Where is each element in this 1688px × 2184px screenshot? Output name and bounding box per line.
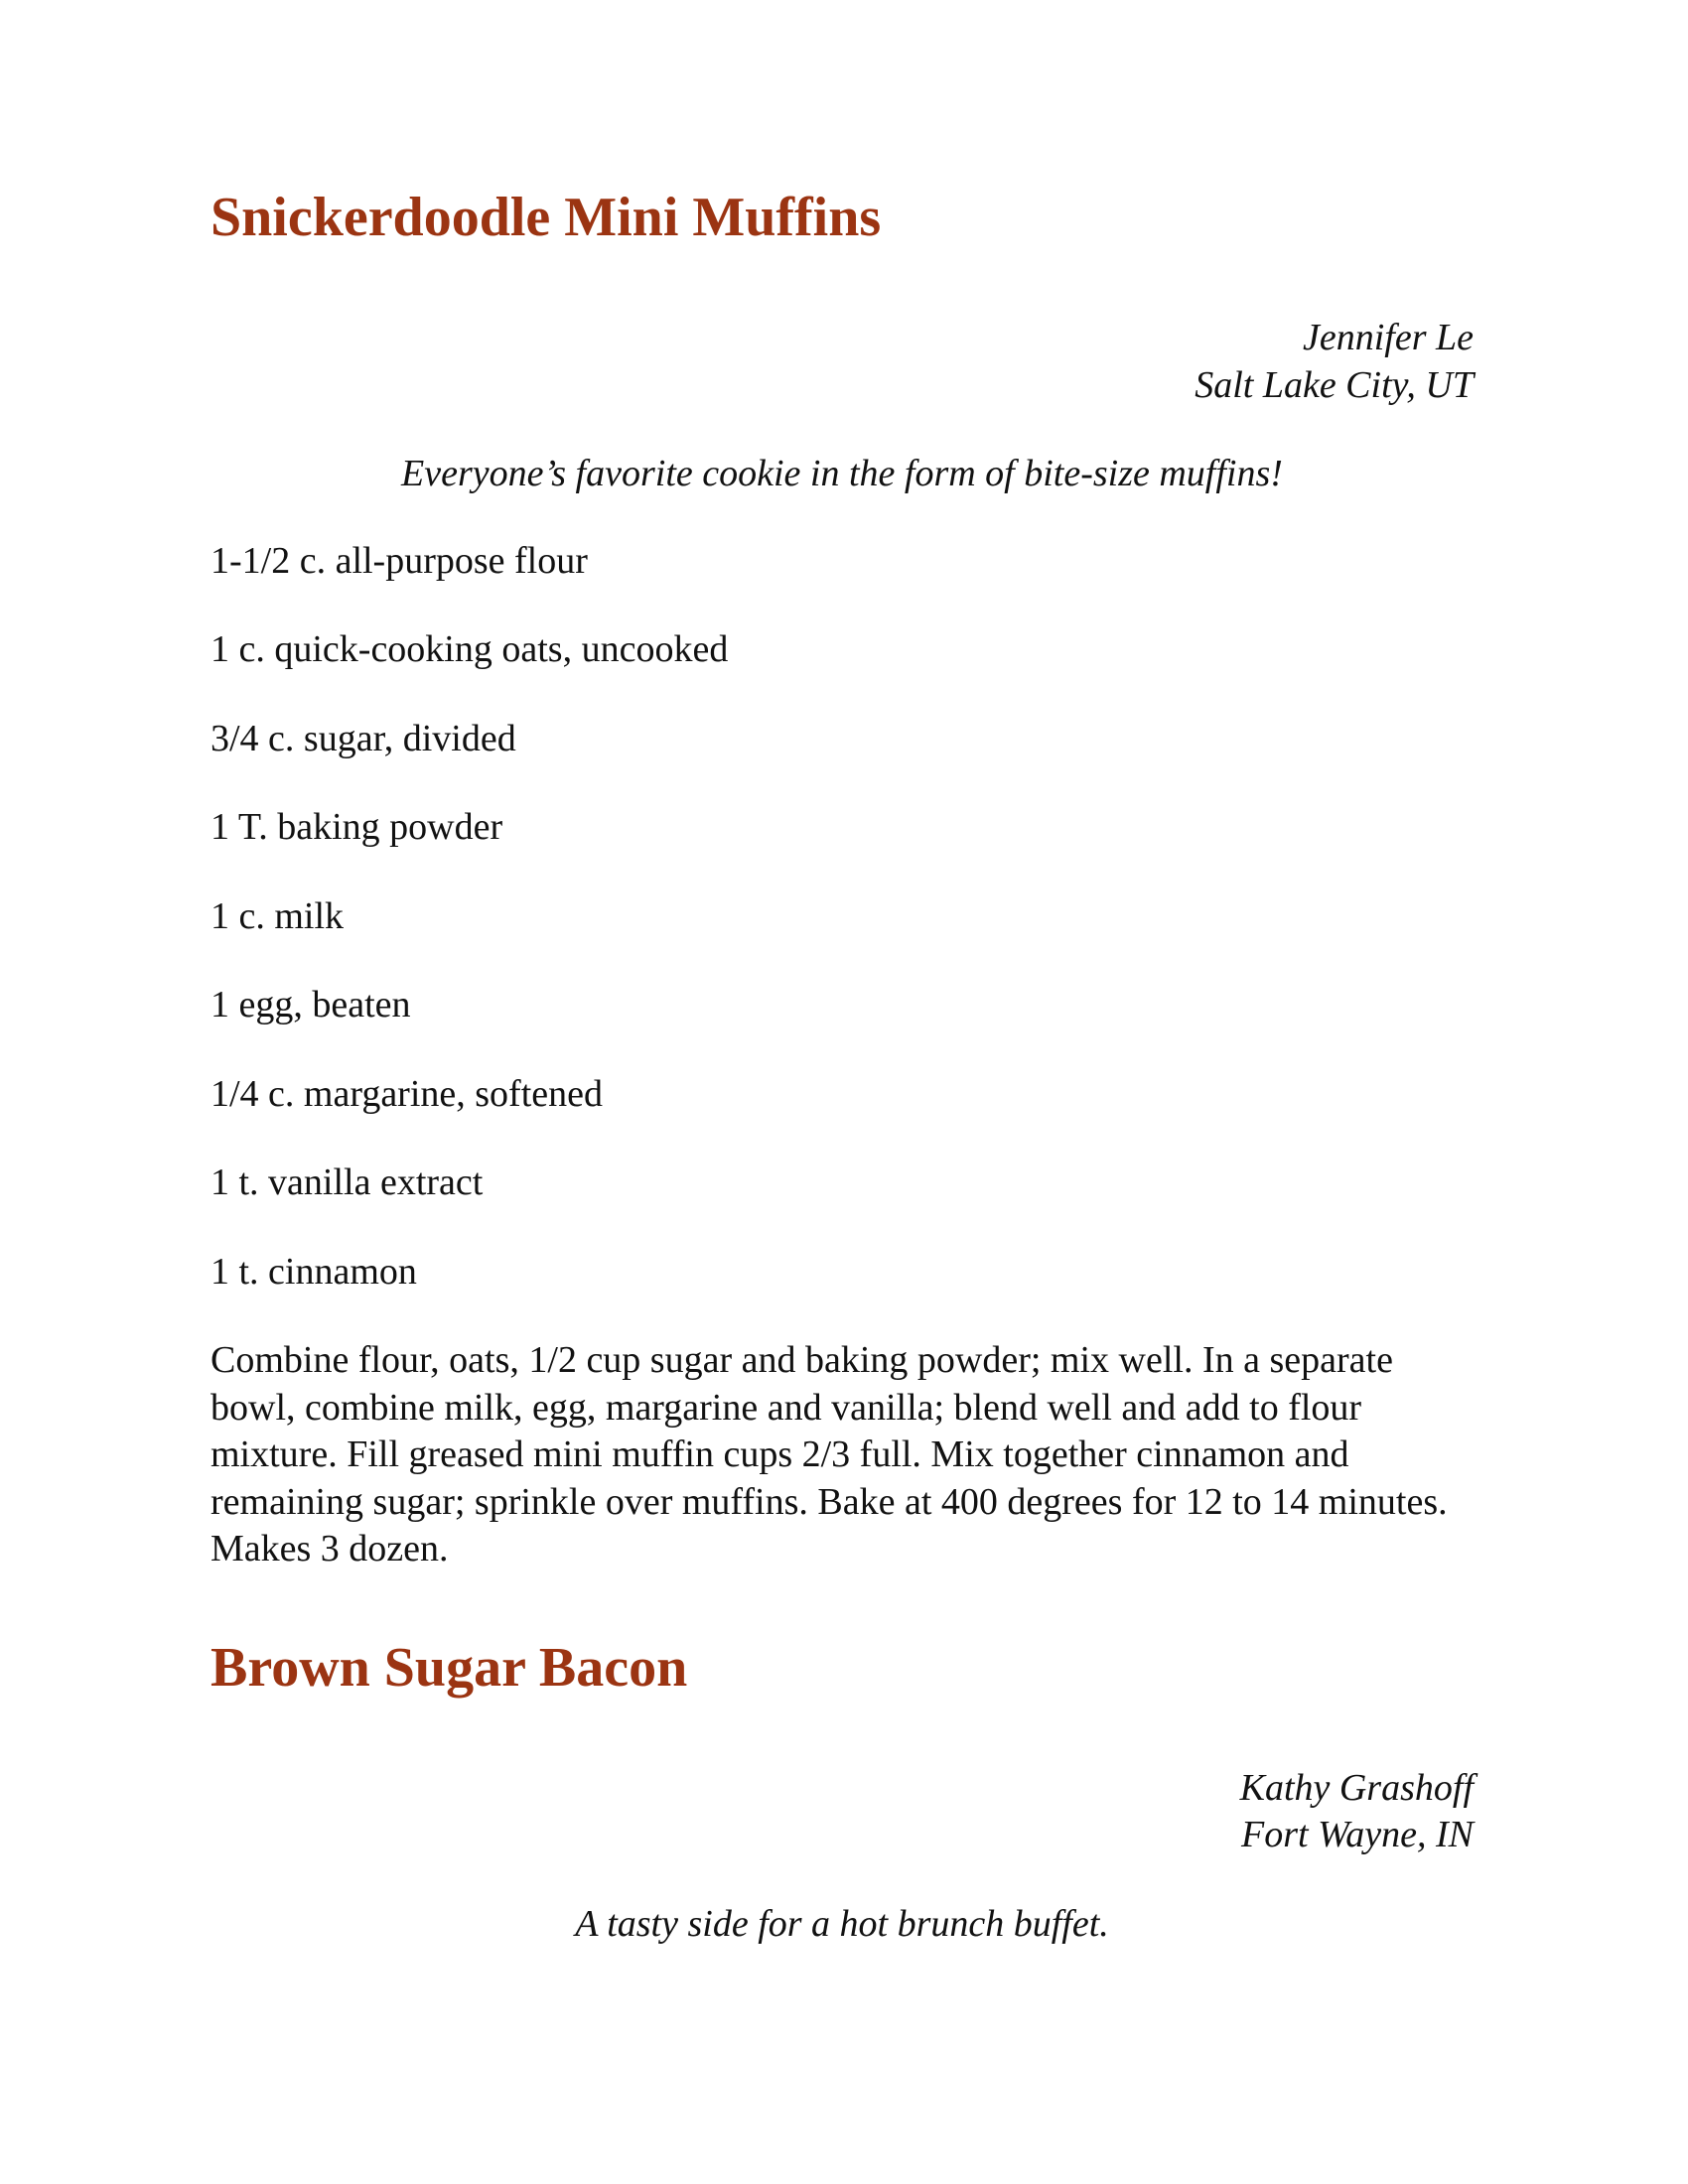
ingredient-item: 1 c. quick-cooking oats, uncooked bbox=[211, 628, 729, 671]
ingredient-list bbox=[211, 538, 1474, 1297]
recipe-directions: Combine flour, oats, 1/2 cup sugar and baking powder; mix well. In a separate bowl, combine milk, egg, margarine and vanilla; blend well and add to flour mixture. Fill greased mini muffin cups 2/3 full. Mix together cinnamon and remaining sugar; sprinkle over muffins. Bake at 400 degrees for 12 to 14 minutes. Makes 3 dozen. bbox=[211, 1339, 1448, 1570]
ingredient-item: 1 T. baking powder bbox=[211, 806, 503, 849]
ingredient-item: 1 t. cinnamon bbox=[211, 1250, 417, 1293]
recipe-tagline: Everyone’s favorite cookie in the form of bite-size muffins! bbox=[401, 453, 1283, 495]
recipe-author bbox=[211, 1765, 1474, 1859]
recipe-snickerdoodle-mini-muffins bbox=[211, 185, 1474, 1573]
recipe-title: Brown Sugar Bacon bbox=[211, 1636, 688, 1699]
ingredient-item: 1 egg, beaten bbox=[211, 984, 411, 1026]
ingredient-item: 1 c. milk bbox=[211, 894, 345, 937]
author-location: Fort Wayne, IN bbox=[1241, 1814, 1474, 1856]
ingredient-item: 1-1/2 c. all-purpose flour bbox=[211, 539, 588, 582]
ingredient-item: 1 t. vanilla extract bbox=[211, 1161, 484, 1204]
ingredient-item: 3/4 c. sugar, divided bbox=[211, 717, 516, 759]
author-name: Jennifer Le bbox=[1302, 317, 1474, 359]
page-content bbox=[211, 185, 1474, 1948]
ingredient-item: 1/4 c. margarine, softened bbox=[211, 1072, 603, 1115]
recipe-author bbox=[211, 315, 1474, 409]
recipe-title: Snickerdoodle Mini Muffins bbox=[211, 187, 882, 248]
recipe-tagline: A tasty side for a hot brunch buffet. bbox=[575, 1902, 1109, 1945]
recipe-brown-sugar-bacon bbox=[211, 1635, 1474, 1949]
author-location: Salt Lake City, UT bbox=[1195, 363, 1474, 406]
author-name: Kathy Grashoff bbox=[1239, 1766, 1474, 1809]
